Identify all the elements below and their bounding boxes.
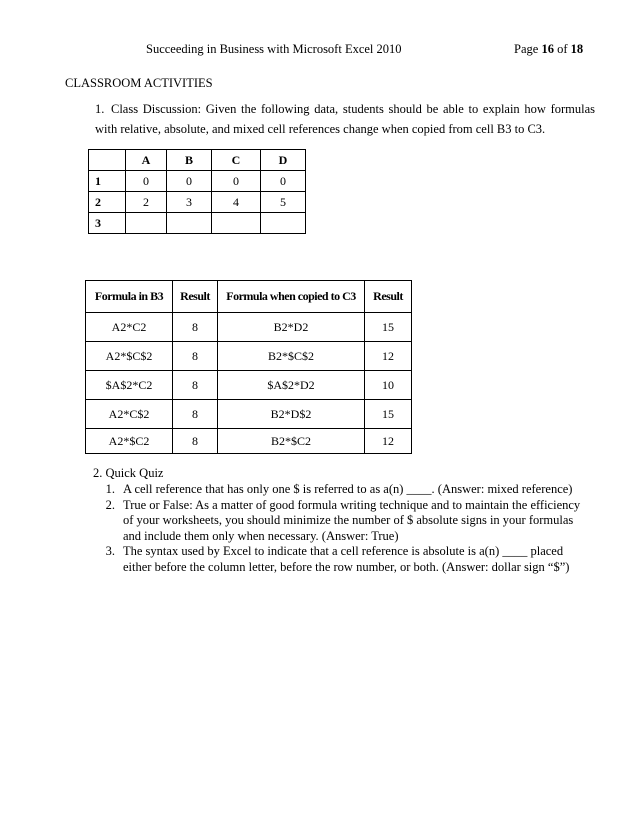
- grid-header-row: [89, 150, 306, 171]
- grid-cell: 0: [261, 171, 306, 192]
- copied-formula-cell: $A$2*D2: [218, 371, 365, 400]
- copied-formula-cell: B2*D2: [218, 313, 365, 342]
- copied-result-cell: 15: [365, 313, 412, 342]
- quiz-item-number: 2.: [105, 497, 115, 512]
- page-prefix: Page: [514, 42, 539, 56]
- grid-row-label: 3: [89, 213, 126, 234]
- page-total: 18: [570, 42, 584, 56]
- formula-table-row: [86, 342, 412, 371]
- formula-cell: A2*C2: [86, 313, 173, 342]
- formula-table-row: [86, 313, 412, 342]
- copied-result-cell: 10: [365, 371, 412, 400]
- result-cell: 8: [173, 400, 218, 429]
- grid-cell: [261, 213, 306, 234]
- grid-row: [89, 192, 306, 213]
- formula-table-header: Formula when copied to C3: [218, 281, 365, 313]
- formula-table: [85, 280, 412, 454]
- copied-formula-cell: B2*$C2: [218, 429, 365, 454]
- grid-column-header: A: [126, 150, 167, 171]
- grid-column-header: B: [167, 150, 212, 171]
- grid-column-header: C: [212, 150, 261, 171]
- grid-column-header: D: [261, 150, 306, 171]
- quiz-item-text: The syntax used by Excel to indicate that a cell reference is absolute is a(n) ____ placed either before the column letter, before the row number, or both. (Answer: dollar sign “$”): [123, 544, 570, 574]
- formula-table-row: [86, 371, 412, 400]
- grid-cell: 0: [167, 171, 212, 192]
- quiz-item-number: 1.: [105, 482, 115, 496]
- formula-cell: A2*$C$2: [86, 342, 173, 371]
- formula-cell: A2*$C2: [86, 429, 173, 454]
- discussion-text: Class Discussion: Given the following data, students should be able to explain how formulas with relative, absolute, and mixed cell references change when copied from cell B3 to C3.: [95, 102, 595, 136]
- formula-table-header: Result: [173, 281, 218, 313]
- grid-cell: 4: [212, 192, 261, 213]
- copied-result-cell: 12: [365, 342, 412, 371]
- grid-cell: [212, 213, 261, 234]
- document-header-title: Succeeding in Business with Microsoft Excel 2010: [146, 42, 402, 56]
- quiz-item-text: A cell reference that has only one $ is referred to as a(n) ____. (Answer: mixed reference): [123, 482, 573, 496]
- grid-cell: 0: [212, 171, 261, 192]
- grid-cell: 2: [126, 192, 167, 213]
- grid-row-label: 2: [89, 192, 126, 213]
- quiz-item: [99, 482, 589, 498]
- discussion-number: 1.: [95, 102, 105, 116]
- formula-cell: A2*C$2: [86, 400, 173, 429]
- page-of: of: [557, 42, 568, 56]
- copied-result-cell: 12: [365, 429, 412, 454]
- grid-cell: 5: [261, 192, 306, 213]
- section-title: CLASSROOM ACTIVITIES: [65, 76, 213, 90]
- formula-table-header-row: [86, 281, 412, 313]
- grid-corner-cell: [89, 150, 126, 171]
- result-cell: 8: [173, 313, 218, 342]
- grid-cell: 0: [126, 171, 167, 192]
- result-cell: 8: [173, 429, 218, 454]
- formula-table-row: [86, 400, 412, 429]
- spreadsheet-grid: [88, 149, 306, 234]
- page-number: [514, 42, 583, 57]
- result-cell: 8: [173, 342, 218, 371]
- grid-row: [89, 213, 306, 234]
- quiz-item-number: 3.: [105, 544, 115, 558]
- result-cell: 8: [173, 371, 218, 400]
- grid-cell: [167, 213, 212, 234]
- quiz-heading: 2. Quick Quiz: [93, 466, 164, 480]
- formula-cell: $A$2*C2: [86, 371, 173, 400]
- formula-table-row: [86, 429, 412, 454]
- grid-cell: 3: [167, 192, 212, 213]
- grid-row-label: 1: [89, 171, 126, 192]
- grid-cell: [126, 213, 167, 234]
- copied-result-cell: 15: [365, 400, 412, 429]
- formula-table-header: Result: [365, 281, 412, 313]
- discussion-paragraph: [95, 99, 595, 139]
- grid-row: [89, 171, 306, 192]
- page-current: 16: [541, 42, 554, 56]
- quiz-item: [99, 544, 589, 575]
- formula-table-header: Formula in B3: [86, 281, 173, 313]
- copied-formula-cell: B2*D$2: [218, 400, 365, 429]
- quiz-item: [99, 498, 589, 545]
- copied-formula-cell: B2*$C$2: [218, 342, 365, 371]
- quiz-list: [99, 482, 589, 575]
- quiz-item-text: True or False: As a matter of good formula writing technique and to maintain the efficiency of your worksheets, you should minimize the number of $ absolute signs in your formulas and include them only when necessary. (Answer: True): [123, 497, 581, 543]
